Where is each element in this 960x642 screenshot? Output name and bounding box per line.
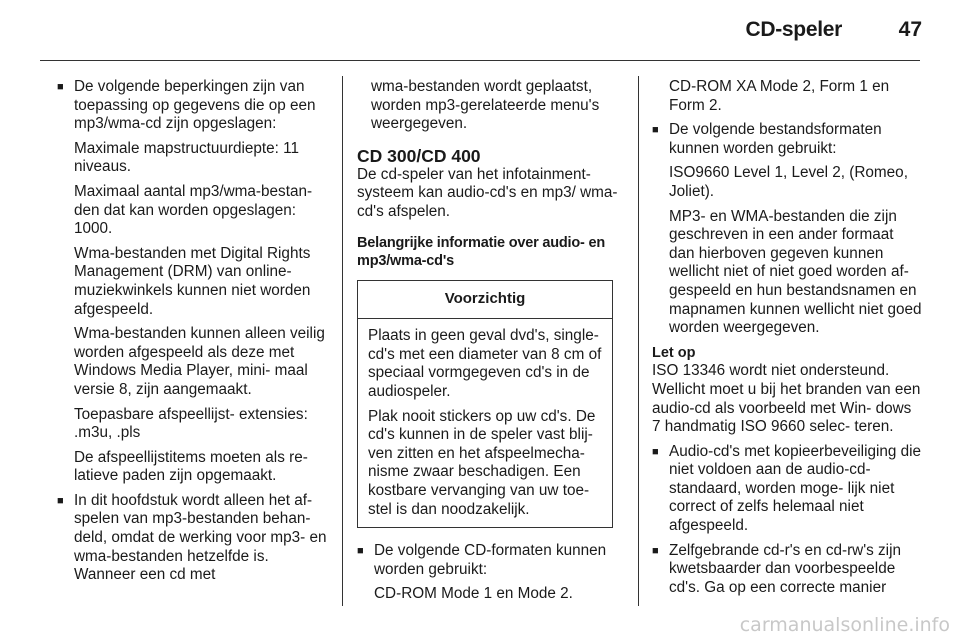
paragraph-wmp: Wma-bestanden kunnen alleen veilig worden afgespeeld als deze met Windows Media Player, mini- maal versie 8, zijn aangemaakt. [74, 325, 325, 398]
column-1 [57, 78, 330, 585]
paragraph-continued-xa: CD-ROM XA Mode 2, Form 1 en Form 2. [669, 78, 890, 114]
subsection-heading: Belangrijke informatie over audio- en mp3/wma-cd's [357, 234, 606, 269]
paragraph-playlist-ext: Toepasbare afspeellijst- extensies: .m3u, .pls [74, 405, 308, 442]
bullet-restrictions: ■ De volgende beperkingen zijn van toepassing op gegevens die op een mp3/wma-cd zijn opgeslagen: [57, 78, 330, 134]
page-header [0, 0, 960, 60]
bullet-cdr-cdrw: ■ Zelfgebrande cd-r's en cd-rw's zijn kwetsbaarder dan voorbespeelde cd's. Ga op een correcte manier [652, 542, 922, 598]
bullet-chapter-mp3: ■ In dit hoofdstuk wordt alleen het af- spelen van mp3-bestanden behan- deld, omdat de werking voor mp3- en wma-bestanden hetzelfde is. Wanneer een cd met [57, 492, 330, 585]
paragraph-playlist-paths: De afspeellijstitems moeten als re- latieve paden zijn opgemaakt. [74, 448, 308, 485]
page-number: 47 [898, 18, 922, 41]
column-3 [652, 78, 922, 597]
caution-paragraph-1: Plaats in geen geval dvd's, single- cd's met een diameter van 8 cm of speciaal vormgegeven cd's in de audiospeler. [368, 327, 602, 400]
note-text: ISO 13346 wordt niet ondersteund. Wellicht moet u bij het branden van een audio-cd als voorbeeld met Win- dows 7 handmatig ISO 9660 selec- teren. [652, 362, 921, 436]
section-heading: CD 300/CD 400 [357, 145, 481, 166]
bullet-cd-formats: ■ De volgende CD-formaten kunnen worden gebruikt: [357, 542, 627, 579]
paragraph-continued: wma-bestanden wordt geplaatst, worden mp3-gerelateerde menu's weergegeven. [371, 78, 600, 133]
watermark: carmanualsonline.info [739, 614, 950, 636]
caution-paragraph-2: Plak nooit stickers op uw cd's. De cd's kunnen in de speler vast blij- ven zitten en het afspeelmecha- nisme zwaar beschadigen. Een kostbare vervanging van uw toe- stel is dan noodzakelijk. [368, 407, 596, 518]
header-divider [40, 60, 920, 61]
section-intro: De cd-speler van het infotainment- systeem kan audio-cd's en mp3/ wma-cd's afspelen. [357, 165, 618, 220]
note-label: Let op [652, 344, 696, 361]
paragraph-iso9660: ISO9660 Level 1, Level 2, (Romeo, Joliet). [669, 164, 908, 200]
paragraph-folder-depth: Maximale mapstructuurdiepte: 11 niveaus. [74, 139, 300, 176]
column-divider-2 [638, 76, 639, 606]
page-title: CD-speler [745, 18, 842, 41]
paragraph-max-files: Maximaal aantal mp3/wma-bestan- den dat kan worden opgeslagen: 1000. [74, 182, 313, 238]
caution-title: Voorzichtig [358, 281, 612, 320]
caution-box [357, 280, 613, 529]
bullet-file-formats: ■ De volgende bestandsformaten kunnen worden gebruikt: [652, 121, 922, 158]
column-divider-1 [342, 76, 343, 606]
bullet-copy-protection: ■ Audio-cd's met kopieerbeveiliging die niet voldoen aan de audio-cd-standaard, worden moge- lijk niet correct of zelfs helemaal niet afgespeeld. [652, 443, 922, 536]
paragraph-cd-rom-mode: CD-ROM Mode 1 en Mode 2. [374, 585, 573, 603]
column-2 [357, 78, 627, 604]
paragraph-drm: Wma-bestanden met Digital Rights Management (DRM) van online- muziekwinkels kunnen niet worden afgespeeld. [74, 244, 311, 318]
paragraph-mp3-wma-formats: MP3- en WMA-bestanden die zijn geschreven in een ander formaat dan hierboven gegeven kunnen wellicht niet of niet goed worden af- gespeeld en hun bestandsnamen en mapnamen kunnen wellicht niet goed worden weergegeven. [669, 207, 922, 337]
